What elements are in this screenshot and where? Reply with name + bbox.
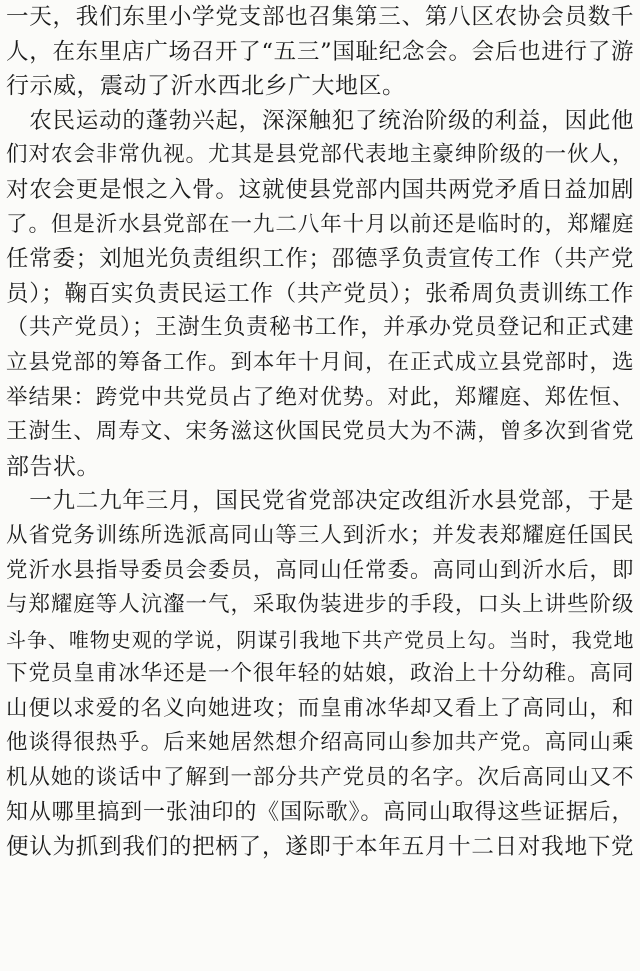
text-line: 举结果：跨党中共党员占了绝对优势。对此，郑耀庭、郑佐恒、 (6, 384, 634, 410)
paragraph-1 (6, 0, 634, 104)
text-line: 一九二九年三月，国民党省党部决定改组沂水县党部，于是 (6, 488, 634, 515)
text-line: 党沂水县指导委员会委员，高同山任常委。高同山到沂水后，即 (6, 557, 634, 583)
text-line: 从省党务训练所选派高同山等三人到沂水；并发表郑耀庭任国民 (6, 522, 634, 548)
text-line: （共产党员）；王澍生负责秘书工作，并承办党员登记和正式建 (6, 315, 634, 341)
text-line: 立县党部的筹备工作。到本年十月间，在正式成立县党部时，选 (6, 349, 634, 375)
text-line: 他谈得很热乎。后来她居然想介绍高同山参加共产党。高同山乘 (6, 730, 634, 756)
text-line: 了。但是沂水县党部在一九二八年十月以前还是临时的，郑耀庭 (6, 211, 634, 237)
text-line: 一天，我们东里小学党支部也召集第三、第八区农协会员数千 (6, 4, 634, 30)
paragraph-2 (6, 104, 634, 485)
text-line: 王澍生、周寿文、宋务滋这伙国民党员大为不满，曾多次到省党 (6, 419, 634, 445)
text-line: 对农会更是恨之入骨。这就使县党部内国共两党矛盾日益加剧 (6, 176, 634, 203)
text-line: 员）；鞠百实负责民运工作（共产党员）；张希周负责训练工作 (6, 280, 634, 307)
paragraph-3 (6, 484, 634, 865)
text-line: 下党员皇甫冰华还是一个很年轻的姑娘，政治上十分幼稚。高同 (6, 661, 634, 687)
text-line: 斗争、唯物史观的学说，阴谋引我地下共产党员上勾。当时，我党地 (6, 627, 634, 652)
text-line: 山便以求爱的名义向她进攻；而皇甫冰华却又看上了高同山，和 (6, 695, 634, 721)
text-line: 机从她的谈话中了解到一部分共产党员的名字。次后高同山又不 (6, 765, 634, 791)
text-line: 农民运动的蓬勃兴起，深深触犯了统治阶级的利益，因此他 (6, 107, 634, 134)
text-line: 行示威，震动了沂水西北乡广大地区。 (6, 73, 406, 100)
text-line: 部告状。 (6, 453, 100, 480)
text-line: 们对农会非常仇视。尤其是县党部代表地主豪绅阶级的一伙人， (6, 142, 634, 168)
text-line: 便认为抓到我们的把柄了，遂即于本年五月十二日对我地下党 (6, 834, 634, 861)
document-body (6, 0, 634, 865)
text-line: 任常委；刘旭光负责组织工作；邵德孚负责宣传工作（共产党 (6, 246, 634, 273)
text-line: 知从哪里搞到一张油印的《国际歌》。高同山取得这些证据后， (6, 799, 634, 825)
text-line: 人，在东里店广场召开了“五三”国耻纪念会。会后也进行了游 (6, 38, 634, 65)
text-line: 与郑耀庭等人沆瀣一气，采取伪装进步的手段，口头上讲些阶级 (6, 592, 634, 618)
